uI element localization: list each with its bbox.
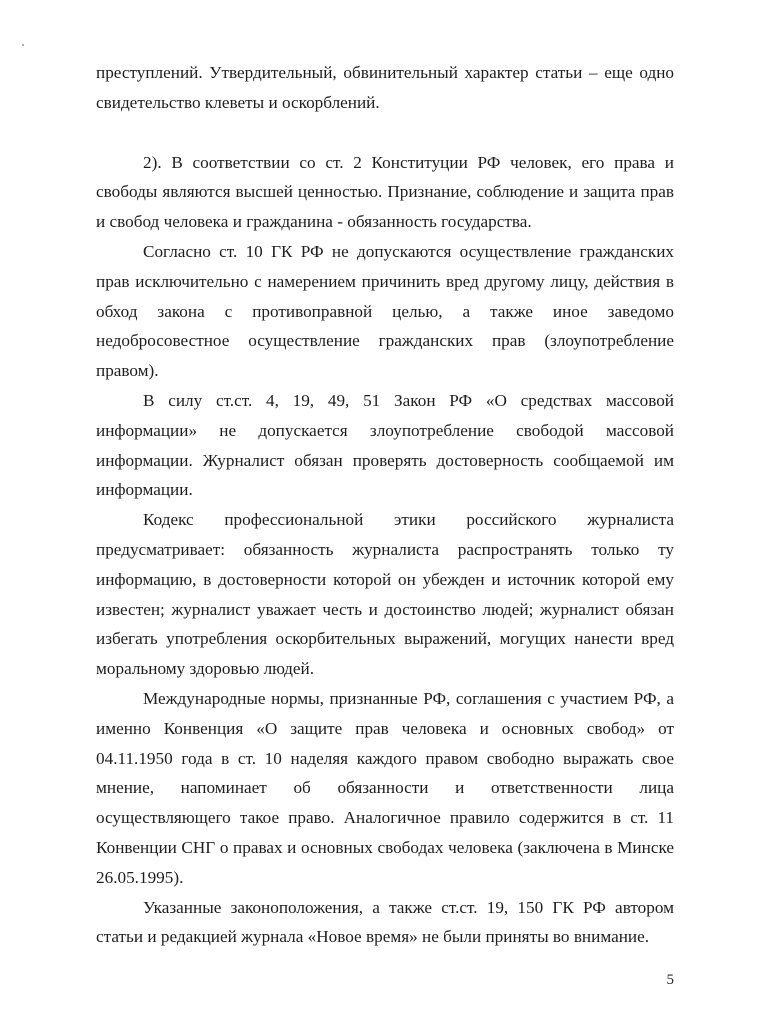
paragraph-conclusion: Указанные законоположения, а также ст.ст. 19, 150 ГК РФ автором статьи и редакцией журнала «Новое время» не были приняты во внимание.	[96, 897, 674, 947]
paragraph-civil-code: Согласно ст. 10 ГК РФ не допускаются осуществление гражданских прав исключительно с намерением причинить вред другому лицу, действия в обход закона с противоправной целью, а также иное заведомо недобросовестное осуществление гражданских прав (злоупотребление правом).	[96, 241, 674, 381]
scan-artifact	[22, 44, 24, 46]
paragraph-international-norms: Международные нормы, признанные РФ, соглашения с участием РФ, а именно Конвенция «О защите прав человека и основных свобод» от 04.11.1950 года в ст. 10 наделяя каждого правом свободно выражать свое мнение, напоминает об обязанности и ответственности лица осуществляющего такое право. Аналогичное правило содержится в ст. 11 Конвенции СНГ о правах и основных свободах человека (заключена в Минске 26.05.1995).	[96, 688, 674, 887]
document-body	[96, 58, 674, 952]
paragraph-ethics-code: Кодекс профессиональной этики российского журналиста предусматривает: обязанность журналиста распространять только ту информацию, в достоверности которой он убежден и источник которой ему известен; журналист уважает честь и достоинство людей; журналист обязан избегать употребления оскорбительных выражений, могущих нанести вред моральному здоровью людей.	[96, 510, 674, 679]
paragraph-constitution: 2). В соответствии со ст. 2 Конституции РФ человек, его права и свободы являются высшей ценностью. Признание, соблюдение и защита прав и свобод человека и гражданина - обязанность государства.	[96, 152, 674, 232]
paragraph-media-law: В силу ст.ст. 4, 19, 49, 51 Закон РФ «О средствах массовой информации» не допускается злоупотребление свободой массовой информации. Журналист обязан проверять достоверность сообщаемой им информации.	[96, 390, 674, 500]
paragraph-spacer	[96, 118, 674, 148]
paragraph-continuation: преступлений. Утвердительный, обвинительный характер статьи – еще одно свидетельство клеветы и оскорблений.	[96, 63, 674, 112]
page-number: 5	[666, 972, 674, 988]
